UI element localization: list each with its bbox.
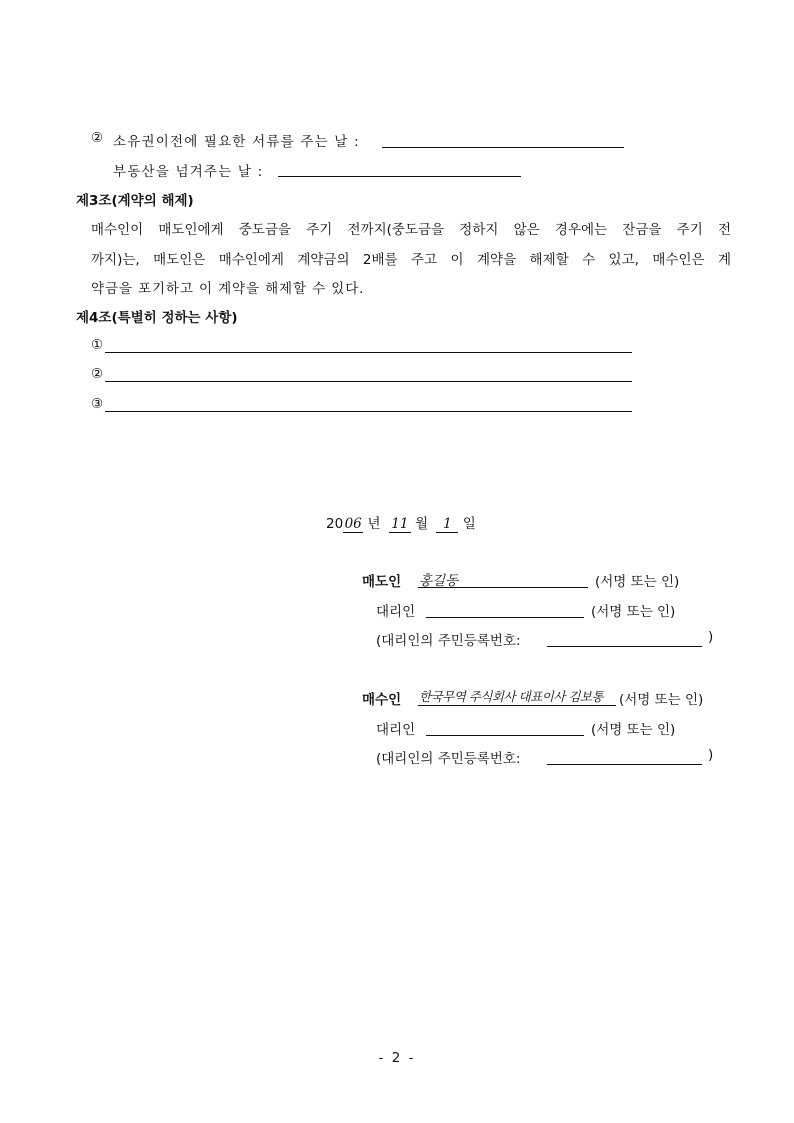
buyer-name-blank[interactable] xyxy=(418,705,616,706)
article3-line1: 매수인이 매도인에게 중도금을 주기 전까지(중도금을 정하지 않은 경우에는 잔금을 주기 전 xyxy=(91,222,731,238)
month-suffix: 월 xyxy=(415,516,429,532)
contract-date xyxy=(326,512,476,533)
special-item-marker: ③ xyxy=(91,396,104,412)
seller-agent-sign-note: (서명 또는 인) xyxy=(591,604,676,620)
buyer-name-handwritten[interactable]: 한국무역 주식회사 대표이사 김보통 xyxy=(419,689,604,704)
buyer-agent-label: 대리인 xyxy=(376,722,416,738)
seller-name-blank[interactable] xyxy=(418,587,588,588)
month-handwritten[interactable]: 11 xyxy=(389,516,411,533)
seller-agent-blank[interactable] xyxy=(426,617,584,618)
buyer-agent-sign-note: (서명 또는 인) xyxy=(591,722,676,738)
transfer-date-label: 부동산을 넘겨주는 날 : xyxy=(113,164,264,180)
year-prefix: 20 xyxy=(326,516,344,532)
article3-line2: 까지)는, 매도인은 매수인에게 계약금의 2배를 주고 이 계약을 해제할 수 있고, 매수인은 계 xyxy=(91,252,731,268)
page-number: - 2 - xyxy=(378,1050,416,1066)
buyer-agent-id-blank[interactable] xyxy=(547,764,702,765)
special-item-blank[interactable] xyxy=(105,381,632,382)
seller-agent-label: 대리인 xyxy=(376,604,416,620)
year-suffix: 년 xyxy=(367,516,381,532)
item2-marker: ② xyxy=(91,130,105,146)
docs-date-label: 소유권이전에 필요한 서류를 주는 날 : xyxy=(113,134,360,150)
article3-line3: 약금을 포기하고 이 계약을 해제할 수 있다. xyxy=(91,281,365,297)
seller-sign-note: (서명 또는 인) xyxy=(595,574,680,590)
article4-heading: 제4조(특별히 정하는 사항) xyxy=(76,310,238,326)
buyer-label: 매수인 xyxy=(362,692,402,708)
seller-label: 매도인 xyxy=(362,574,402,590)
buyer-agent-id-close: ) xyxy=(708,747,714,763)
docs-date-blank[interactable] xyxy=(382,147,624,148)
seller-agent-id-label: (대리인의 주민등록번호: xyxy=(376,633,521,649)
buyer-sign-note: (서명 또는 인) xyxy=(619,692,704,708)
seller-name-handwritten[interactable]: 홍길동 xyxy=(419,573,459,589)
buyer-agent-blank[interactable] xyxy=(426,735,584,736)
special-item-marker: ② xyxy=(91,366,104,382)
day-handwritten[interactable]: 1 xyxy=(436,516,458,533)
day-suffix: 일 xyxy=(462,516,476,532)
special-item-blank[interactable] xyxy=(105,411,632,412)
seller-agent-id-close: ) xyxy=(708,629,714,645)
special-item-blank[interactable] xyxy=(105,352,632,353)
seller-agent-id-blank[interactable] xyxy=(547,646,702,647)
article3-heading: 제3조(계약의 해제) xyxy=(76,193,194,209)
year-handwritten[interactable]: 06 xyxy=(344,516,362,532)
buyer-agent-id-label: (대리인의 주민등록번호: xyxy=(376,751,521,767)
transfer-date-blank[interactable] xyxy=(278,176,521,177)
special-item-marker: ① xyxy=(91,337,104,353)
